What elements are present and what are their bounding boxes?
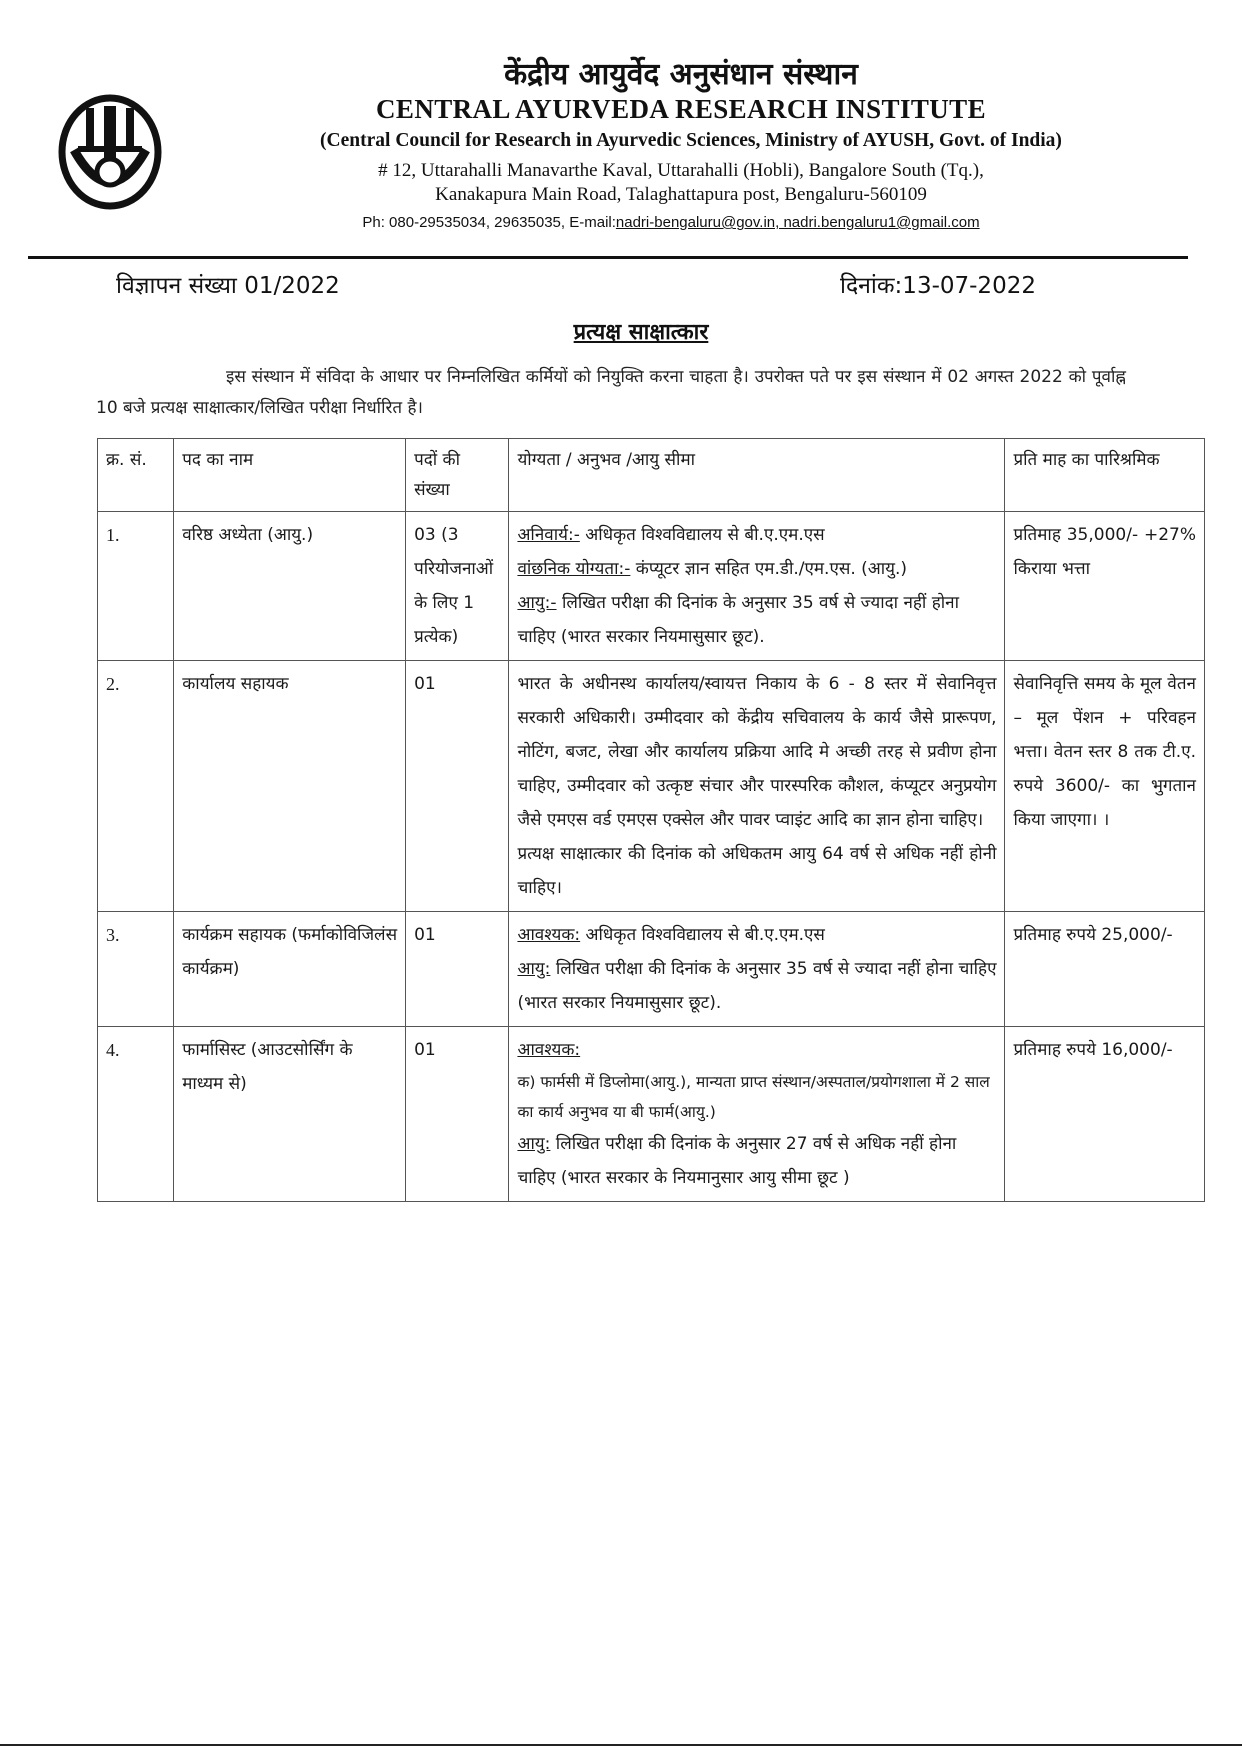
header-sno: क्र. सं.	[98, 439, 174, 512]
email-links[interactable]: nadri-bengaluru@gov.in, nadri.bengaluru1@gmail.com	[615, 214, 980, 231]
qual-text: लिखित परीक्षा की दिनांक के अनुसार 35 वर्ष से ज्यादा नहीं होना चाहिए (भारत सरकार नियमासुसार छूट).	[517, 593, 959, 647]
row-count: 01	[406, 912, 509, 1027]
phone-text: Ph: 080-29535034, 29635035, E-mail:	[362, 214, 616, 231]
row-sno: 4.	[98, 1027, 174, 1202]
header-divider	[28, 256, 1188, 259]
header-post: पद का नाम	[174, 439, 406, 512]
row-salary: प्रतिमाह रुपये 25,000/-	[1005, 912, 1205, 1027]
qual-text: अधिकृत विश्वविद्यालय से बी.ए.एम.एस	[579, 525, 825, 545]
row-salary: प्रतिमाह रुपये 16,000/-	[1005, 1027, 1205, 1202]
contact-line	[50, 214, 1242, 231]
row-qualification	[509, 512, 1005, 661]
row-salary: प्रतिमाह 35,000/- +27% किराया भत्ता	[1005, 512, 1205, 661]
qual-label: आवश्यक:	[517, 925, 581, 945]
table-row	[98, 1027, 1205, 1202]
qual-text: लिखित परीक्षा की दिनांक के अनुसार 35 वर्ष से ज्यादा नहीं होना चाहिए (भारत सरकार नियमासुसार छूट).	[517, 959, 997, 1013]
row-qualification	[509, 912, 1005, 1027]
row-post: कार्यक्रम सहायक (फर्माकोविजिलंस कार्यक्रम)	[174, 912, 406, 1027]
header-count: पदों की संख्या	[406, 439, 509, 512]
qual-text: भारत के अधीनस्थ कार्यालय/स्वायत्त निकाय के 6 - 8 स्तर में सेवानिवृत्त सरकारी अधिकारी। उम्मीदवार को केंद्रीय सचिवालय के कार्य जैसे प्रारूपण, नोटिंग, बजट, लेखा और कार्यालय प्रक्रिया आदि मे अच्छी तरह से प्रवीण होना चाहिए, उम्मीदवार को उत्कृष्ट संचार और पारस्परिक कौशल, कंप्यूटर अनुप्रयोग जैसे एमएस वर्ड एमएस एक्सेल और पावर प्वाइंट आदि का ज्ञान होना चाहिए।	[517, 674, 997, 830]
advertisement-date: दिनांक:13-07-2022	[840, 273, 1036, 299]
qual-label: आयु:	[517, 959, 551, 979]
qual-label: आयु:-	[517, 593, 557, 613]
address-line-1: # 12, Uttarahalli Manavarthe Kaval, Uttarahalli (Hobli), Bangalore South (Tq.),	[378, 160, 984, 181]
qual-text: कंप्यूटर ज्ञान सहित एम.डी./एम.एस. (आयु.)	[630, 559, 908, 579]
qual-text: लिखित परीक्षा की दिनांक के अनुसार 27 वर्ष से अधिक नहीं होना चाहिए (भारत सरकार के नियमानुसार आयु सीमा छूट )	[517, 1134, 957, 1188]
header-qualification: योग्यता / अनुभव /आयु सीमा	[509, 439, 1005, 512]
row-count: 01	[406, 1027, 509, 1202]
row-count: 03 (3 परियोजनाओं के लिए 1 प्रत्येक)	[406, 512, 509, 661]
qual-label: अनिवार्य:-	[517, 525, 580, 545]
table-row	[98, 661, 1205, 912]
page-title	[0, 316, 1242, 346]
row-post: कार्यालय सहायक	[174, 661, 406, 912]
institute-name-english: CENTRAL AYURVEDA RESEARCH INSTITUTE	[376, 94, 986, 124]
table-row	[98, 912, 1205, 1027]
qual-label: आयु:	[517, 1134, 551, 1154]
row-count: 01	[406, 661, 509, 912]
page-title-text: प्रत्यक्ष साक्षात्कार	[573, 320, 709, 345]
table-header-row	[98, 439, 1205, 512]
council-line: (Central Council for Research in Ayurvedic Sciences, Ministry of AYUSH, Govt. of India)	[320, 130, 1062, 151]
page-bottom-edge	[0, 1744, 1242, 1746]
intro-paragraph: इस संस्थान में संविदा के आधार पर निम्नलिखित कर्मियों को नियुक्ति करना चाहता है। उपरोक्त पते पर इस संस्थान में 02 अगस्त 2022 को पूर्वाह्न 10 बजे प्रत्यक्ष साक्षात्कार/लिखित परीक्षा निर्धारित है।	[96, 367, 1126, 418]
institute-name-hindi: केंद्रीय आयुर्वेद अनुसंधान संस्थान	[504, 57, 858, 92]
table-row	[98, 512, 1205, 661]
address-line-2: Kanakapura Main Road, Talaghattapura post, Bengaluru-560109	[435, 184, 927, 205]
qual-label: वांछनिक योग्यता:-	[517, 559, 631, 579]
row-sno: 3.	[98, 912, 174, 1027]
row-sno: 1.	[98, 512, 174, 661]
row-qualification	[509, 1027, 1005, 1202]
qual-text: अधिकृत विश्वविद्यालय से बी.ए.एम.एस	[580, 925, 825, 945]
qual-text: क) फार्मसी में डिप्लोमा(आयु.), मान्यता प्राप्त संस्थान/अस्पताल/प्रयोगशाला में 2 साल का कार्य अनुभव या बी फार्म(आयु.)	[517, 1073, 990, 1121]
row-post: वरिष्ठ अध्येता (आयु.)	[174, 512, 406, 661]
advertisement-number: विज्ञापन संख्या 01/2022	[116, 273, 340, 299]
row-post: फार्मासिस्ट (आउटसोर्सिंग के माध्यम से)	[174, 1027, 406, 1202]
posts-table	[97, 438, 1205, 1202]
header-salary: प्रति माह का पारिश्रमिक	[1005, 439, 1205, 512]
qual-label: आवश्यक:	[517, 1040, 581, 1060]
qual-text: प्रत्यक्ष साक्षात्कार की दिनांक को अधिकतम आयु 64 वर्ष से अधिक नहीं होनी चाहिए।	[517, 844, 997, 898]
row-salary: सेवानिवृत्ति समय के मूल वेतन – मूल पेंशन + परिवहन भत्ता। वेतन स्तर 8 तक टी.ए. रुपये 3600/- का भुगतान किया जाएगा। ।	[1005, 661, 1205, 912]
row-sno: 2.	[98, 661, 174, 912]
row-qualification	[509, 661, 1005, 912]
